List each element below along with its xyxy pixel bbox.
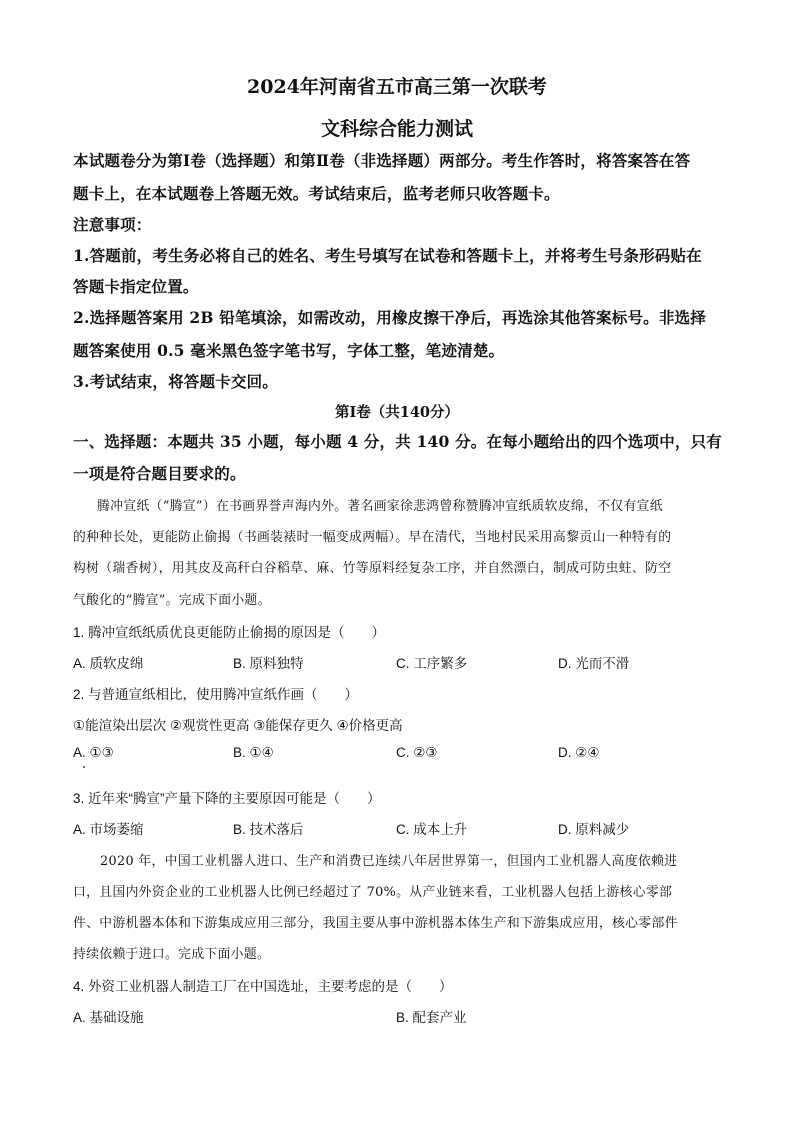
- question-1-stem: 1. 腾冲宣纸纸质优良更能防止偷揭的原因是（ ）: [73, 625, 386, 640]
- section-heading: 第Ⅰ卷（共140分）: [334, 404, 460, 421]
- note-3: 3.考试结束，将答题卡交回。: [73, 372, 278, 391]
- question-4-option-a: A. 基础设施: [73, 1010, 144, 1025]
- question-2-statements: ①能渲染出层次 ②观赏性更高 ③能保存更久 ④价格更高: [73, 718, 403, 733]
- question-1-option-c: C. 工序繁多: [396, 656, 468, 671]
- question-4-option-b: B. 配套产业: [396, 1010, 467, 1025]
- question-1-option-b: B. 原料独特: [233, 656, 304, 671]
- notes-heading: 注意事项：: [73, 215, 152, 234]
- question-3-stem: 3. 近年来“腾宣”产量下降的主要原因可能是（ ）: [73, 791, 381, 806]
- section-instruction-line-2: 一项是符合题目要求的。: [73, 464, 246, 483]
- passage-2-line-2: 口，且国内外资企业的工业机器人比例已经超过了 70%。从产业链来看，工业机器人包括上游核心零部: [73, 885, 673, 900]
- intro-line-1: 本试题卷分为第Ⅰ卷（选择题）和第Ⅱ卷（非选择题）两部分。考生作答时，将答案答在答: [73, 151, 691, 170]
- question-2-option-d: D. ②④: [558, 745, 600, 760]
- question-3-option-a: A. 市场萎缩: [73, 822, 144, 837]
- question-2-option-c: C. ②③: [396, 745, 438, 760]
- exam-title: 2024年河南省五市高三第一次联考: [247, 76, 547, 98]
- question-2-option-a: A. ①③: [73, 745, 114, 760]
- passage-2-line-1: 2020 年，中国工业机器人进口、生产和消费已连续八年居世界第一，但国内工业机器人高度依赖进: [100, 854, 678, 869]
- question-3-option-d: D. 原料减少: [558, 822, 630, 837]
- passage-2-line-3: 件、中游机器本体和下游集成应用三部分，我国主要从事中游机器本体生产和下游集成应用，核心零部件: [73, 916, 678, 931]
- passage-1-line-4: 气酸化的“腾宣”。完成下面小题。: [73, 593, 271, 608]
- note-1-line-2: 答题卡指定位置。: [73, 277, 199, 296]
- passage-1-line-1: 腾冲宣纸（“腾宣”）在书画界誉声海内外。著名画家徐悲鸿曾称赞腾冲宣纸质软皮绵，不仅有宣纸: [97, 499, 663, 514]
- question-3-option-c: C. 成本上升: [396, 822, 468, 837]
- question-2-option-b: B. ①④: [233, 745, 274, 760]
- section-instruction-line-1: 一、选择题：本题共 35 小题，每小题 4 分，共 140 分。在每小题给出的四个选项中，只有: [73, 432, 722, 451]
- passage-1-line-2: 的种种长处，更能防止偷揭（书画装裱时一幅变成两幅）。早在清代，当地村民采用高黎贡山一种特有的: [73, 530, 672, 545]
- intro-line-2: 题卡上，在本试题卷上答题无效。考试结束后，监考老师只收答题卡。: [73, 184, 560, 203]
- question-2-stem: 2. 与普通宣纸相比，使用腾冲宣纸作画（ ）: [73, 687, 359, 702]
- question-3-option-b: B. 技术落后: [233, 822, 304, 837]
- question-1-option-a: A. 质软皮绵: [73, 656, 144, 671]
- note-1-line-1: 1.答题前，考生务必将自己的姓名、考生号填写在试卷和答题卡上，并将考生号条形码贴在: [73, 246, 702, 265]
- exam-subtitle: 文科综合能力测试: [320, 118, 473, 140]
- question-1-option-d: D. 光而不滑: [558, 656, 630, 671]
- question-4-stem: 4. 外资工业机器人制造工厂在中国选址，主要考虑的是（ ）: [73, 979, 453, 994]
- note-2-line-2: 题答案使用 0.5 毫米黑色签字笔书写，字体工整，笔迹清楚。: [73, 341, 505, 360]
- passage-2-line-4: 持续依赖于进口。完成下面小题。: [73, 947, 271, 962]
- passage-1-line-3: 构树（瑞香树），用其皮及高秆白谷稻草、麻、竹等原料经复杂工序，并自然漂白，制成可防虫蛀、防空: [73, 561, 672, 576]
- note-2-line-1: 2.选择题答案用 2B 铅笔填涂，如需改动，用橡皮擦干净后，再选涂其他答案标号。非选择: [73, 308, 706, 327]
- stray-dot-mark: [83, 766, 85, 768]
